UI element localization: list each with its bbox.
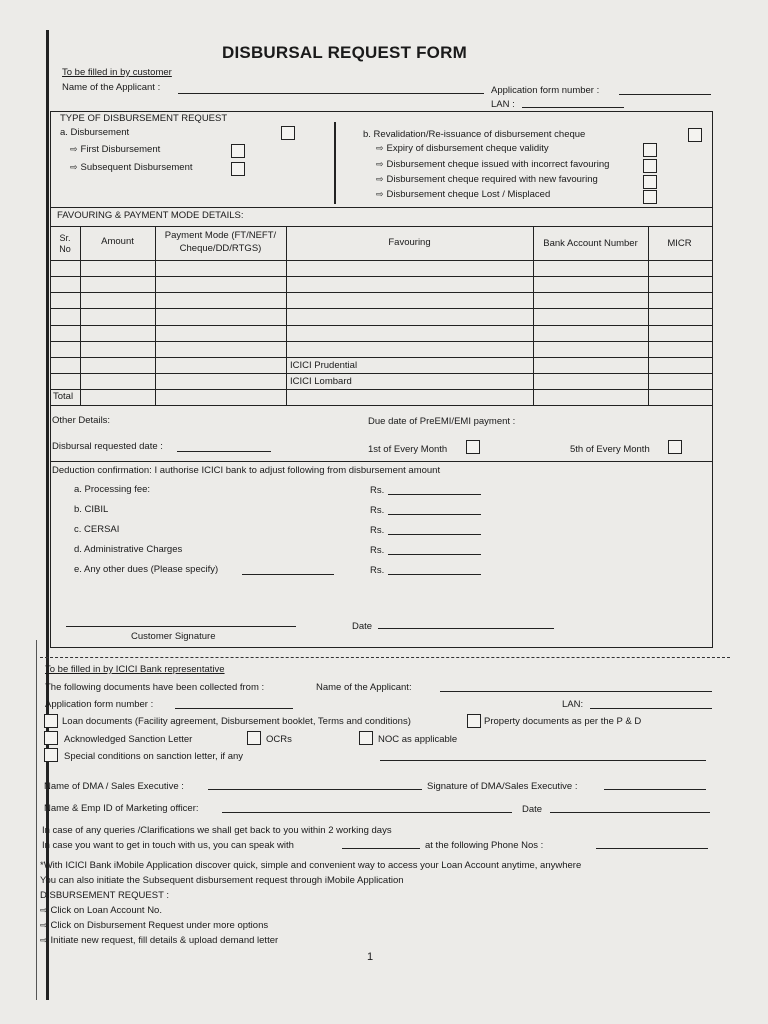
col-header-sr: Sr. No bbox=[59, 233, 71, 254]
noc-checkbox[interactable] bbox=[359, 731, 373, 745]
incorrect-favouring-checkbox[interactable] bbox=[643, 159, 657, 173]
signature-date-field[interactable] bbox=[378, 628, 554, 629]
bank-applicant-name-label: Name of the Applicant: bbox=[316, 682, 412, 693]
subsequent-disbursement-label: ⇨ Subsequent Disbursement bbox=[70, 162, 193, 173]
customer-signature-field[interactable] bbox=[66, 626, 296, 627]
page-binding-edge bbox=[46, 30, 49, 1000]
special-conditions-field[interactable] bbox=[380, 760, 706, 761]
form-title: DISBURSAL REQUEST FORM bbox=[222, 43, 467, 62]
disbursement-request-heading: DISBURSEMENT REQUEST : bbox=[40, 890, 169, 901]
cibil-field[interactable] bbox=[388, 514, 481, 515]
revalidation-checkbox[interactable] bbox=[688, 128, 702, 142]
table-col-line bbox=[533, 226, 534, 405]
favouring-prefilled-prudential: ICICI Prudential bbox=[290, 360, 358, 371]
rs-label: Rs. bbox=[370, 565, 385, 576]
bank-lan-field[interactable] bbox=[590, 708, 712, 709]
table-row-line bbox=[50, 292, 712, 293]
arrow-right-icon: ⇨ bbox=[376, 174, 384, 184]
first-disbursement-label: ⇨ First Disbursement bbox=[70, 144, 161, 155]
revalidation-reason-expiry: ⇨ Expiry of disbursement cheque validity bbox=[376, 143, 549, 154]
revalidation-reason-new: ⇨ Disbursement cheque required with new favouring bbox=[376, 174, 598, 185]
col-header-amount: Amount bbox=[101, 236, 134, 247]
table-row-line bbox=[50, 357, 712, 358]
dma-name-field[interactable] bbox=[208, 789, 422, 790]
bank-app-form-number-label: Application form number : bbox=[45, 699, 154, 710]
table-col-line bbox=[648, 226, 649, 405]
marketing-officer-field[interactable] bbox=[222, 812, 512, 813]
col-header-favouring: Favouring bbox=[388, 237, 431, 248]
table-bottom-line bbox=[50, 405, 712, 406]
arrow-right-icon: ⇨ bbox=[376, 143, 384, 153]
page-number: 1 bbox=[367, 951, 374, 963]
bank-app-form-number-field[interactable] bbox=[175, 708, 293, 709]
noc-label: NOC as applicable bbox=[378, 734, 458, 745]
section-divider bbox=[50, 461, 712, 462]
rs-label: Rs. bbox=[370, 525, 385, 536]
signature-date-label: Date bbox=[352, 621, 373, 632]
total-label: Total bbox=[53, 391, 74, 402]
property-documents-label: Property documents as per the P & D bbox=[484, 716, 642, 727]
table-row-line bbox=[50, 373, 712, 374]
ocrs-checkbox[interactable] bbox=[247, 731, 261, 745]
ocrs-label: OCRs bbox=[266, 734, 292, 745]
table-header-line bbox=[50, 260, 712, 261]
loan-documents-checkbox[interactable] bbox=[44, 714, 58, 728]
imobile-note: *With ICICI Bank iMobile Application discover quick, simple and convenient way to access your Loan Account anytime, anywhere bbox=[40, 860, 582, 871]
fifth-of-month-label: 5th of Every Month bbox=[570, 444, 650, 455]
deduction-item-other: e. Any other dues (Please specify) bbox=[74, 564, 219, 575]
app-form-number-field[interactable] bbox=[619, 94, 711, 95]
property-documents-checkbox[interactable] bbox=[467, 714, 481, 728]
special-conditions-checkbox[interactable] bbox=[44, 748, 58, 762]
sanction-letter-checkbox[interactable] bbox=[44, 731, 58, 745]
table-col-line bbox=[286, 226, 287, 405]
revalidation-reason-lost: ⇨ Disbursement cheque Lost / Misplaced bbox=[376, 189, 551, 200]
col-header-payment-mode: Payment Mode (FT/NEFT/ Cheque/DD/RTGS) bbox=[164, 230, 277, 254]
contact-person-field[interactable] bbox=[342, 848, 420, 849]
step-3: ⇨ Initiate new request, fill details & upload demand letter bbox=[40, 935, 279, 946]
table-top-line bbox=[50, 226, 712, 227]
lan-field[interactable] bbox=[522, 107, 624, 108]
deduction-item-cersai: c. CERSAI bbox=[74, 524, 120, 535]
officer-date-field[interactable] bbox=[550, 812, 710, 813]
sanction-letter-label: Acknowledged Sanction Letter bbox=[64, 734, 193, 745]
deduction-item-cibil: b. CIBIL bbox=[74, 504, 109, 515]
type-section-heading: TYPE OF DISBURSEMENT REQUEST bbox=[60, 113, 228, 124]
phone-numbers-field[interactable] bbox=[596, 848, 708, 849]
imobile-subsequent-note: You can also initiate the Subsequent disbursement request through iMobile Application bbox=[40, 875, 404, 886]
first-of-month-label: 1st of Every Month bbox=[368, 444, 448, 455]
page-binding-edge-secondary bbox=[36, 640, 37, 1000]
disbursal-requested-date-field[interactable] bbox=[177, 451, 271, 452]
first-disbursement-checkbox[interactable] bbox=[231, 144, 245, 158]
disbursement-checkbox[interactable] bbox=[281, 126, 295, 140]
bank-section-heading: To be filled in by ICICI Bank representative bbox=[45, 664, 225, 675]
fifth-of-month-checkbox[interactable] bbox=[668, 440, 682, 454]
arrow-right-icon: ⇨ bbox=[376, 189, 384, 199]
bank-applicant-name-field[interactable] bbox=[440, 691, 712, 692]
table-col-line bbox=[80, 226, 81, 405]
dma-name-label: Name of DMA / Sales Executive : bbox=[44, 781, 184, 792]
section-separator bbox=[40, 657, 730, 658]
processing-fee-field[interactable] bbox=[388, 494, 481, 495]
col-header-bank-account: Bank Account Number bbox=[543, 238, 638, 249]
contact-note-suffix: at the following Phone Nos : bbox=[425, 840, 544, 851]
col-header-micr: MICR bbox=[667, 238, 692, 249]
step-1: ⇨ Click on Loan Account No. bbox=[40, 905, 162, 916]
applicant-name-label: Name of the Applicant : bbox=[62, 82, 161, 93]
arrow-right-icon: ⇨ bbox=[40, 905, 48, 915]
app-form-number-label: Application form number : bbox=[491, 85, 600, 96]
deduction-item-admin: d. Administrative Charges bbox=[74, 544, 183, 555]
table-row-line bbox=[50, 308, 712, 309]
section-divider bbox=[50, 207, 712, 208]
expiry-checkbox[interactable] bbox=[643, 143, 657, 157]
lan-label: LAN : bbox=[491, 99, 515, 110]
collected-from-label: The following documents have been collected from : bbox=[45, 682, 265, 693]
deduction-heading: Deduction confirmation: I authorise ICICI bank to adjust following from disbursement amount bbox=[52, 465, 441, 476]
table-row-line bbox=[50, 341, 712, 342]
revalidation-reason-incorrect: ⇨ Disbursement cheque issued with incorrect favouring bbox=[376, 159, 610, 170]
arrow-right-icon: ⇨ bbox=[70, 162, 78, 172]
due-date-label: Due date of PreEMI/EMI payment : bbox=[368, 416, 516, 427]
other-dues-field[interactable] bbox=[242, 574, 334, 575]
admin-charges-field[interactable] bbox=[388, 554, 481, 555]
loan-documents-label: Loan documents (Facility agreement, Disbursement booklet, Terms and conditions) bbox=[62, 716, 411, 727]
arrow-right-icon: ⇨ bbox=[376, 159, 384, 169]
rs-label: Rs. bbox=[370, 505, 385, 516]
disbursement-option-label: a. Disbursement bbox=[60, 127, 130, 138]
favouring-section-heading: FAVOURING & PAYMENT MODE DETAILS: bbox=[57, 210, 244, 221]
arrow-right-icon: ⇨ bbox=[70, 144, 78, 154]
disbursal-requested-date-label: Disbursal requested date : bbox=[52, 441, 163, 452]
customer-signature-label: Customer Signature bbox=[131, 631, 216, 642]
step-2: ⇨ Click on Disbursement Request under more options bbox=[40, 920, 269, 931]
special-conditions-label: Special conditions on sanction letter, if any bbox=[64, 751, 244, 762]
applicant-name-field[interactable] bbox=[178, 93, 484, 94]
rs-label: Rs. bbox=[370, 485, 385, 496]
revalidation-label: b. Revalidation/Re-issuance of disbursement cheque bbox=[363, 129, 586, 140]
new-favouring-checkbox[interactable] bbox=[643, 175, 657, 189]
subsequent-disbursement-checkbox[interactable] bbox=[231, 162, 245, 176]
lost-checkbox[interactable] bbox=[643, 190, 657, 204]
dma-signature-field[interactable] bbox=[604, 789, 706, 790]
first-of-month-checkbox[interactable] bbox=[466, 440, 480, 454]
deduction-item-processing: a. Processing fee: bbox=[74, 484, 151, 495]
type-divider bbox=[334, 122, 336, 204]
table-row-line bbox=[50, 325, 712, 326]
officer-date-label: Date bbox=[522, 804, 543, 815]
contact-note-prefix: In case you want to get in touch with us, you can speak with bbox=[42, 840, 294, 851]
arrow-right-icon: ⇨ bbox=[40, 920, 48, 930]
arrow-right-icon: ⇨ bbox=[40, 935, 48, 945]
table-row-line bbox=[50, 276, 712, 277]
marketing-officer-label: Name & Emp ID of Marketing officer: bbox=[44, 803, 199, 814]
other-details-label: Other Details: bbox=[52, 415, 111, 426]
table-row-line bbox=[50, 389, 712, 390]
favouring-prefilled-lombard: ICICI Lombard bbox=[290, 376, 352, 387]
bank-lan-label: LAN: bbox=[562, 699, 584, 710]
customer-section-heading: To be filled in by customer bbox=[62, 67, 172, 78]
queries-note: In case of any queries /Clarifications we shall get back to you within 2 working days bbox=[42, 825, 392, 836]
other-dues-amount-field[interactable] bbox=[388, 574, 481, 575]
rs-label: Rs. bbox=[370, 545, 385, 556]
dma-signature-label: Signature of DMA/Sales Executive : bbox=[427, 781, 578, 792]
cersai-field[interactable] bbox=[388, 534, 481, 535]
